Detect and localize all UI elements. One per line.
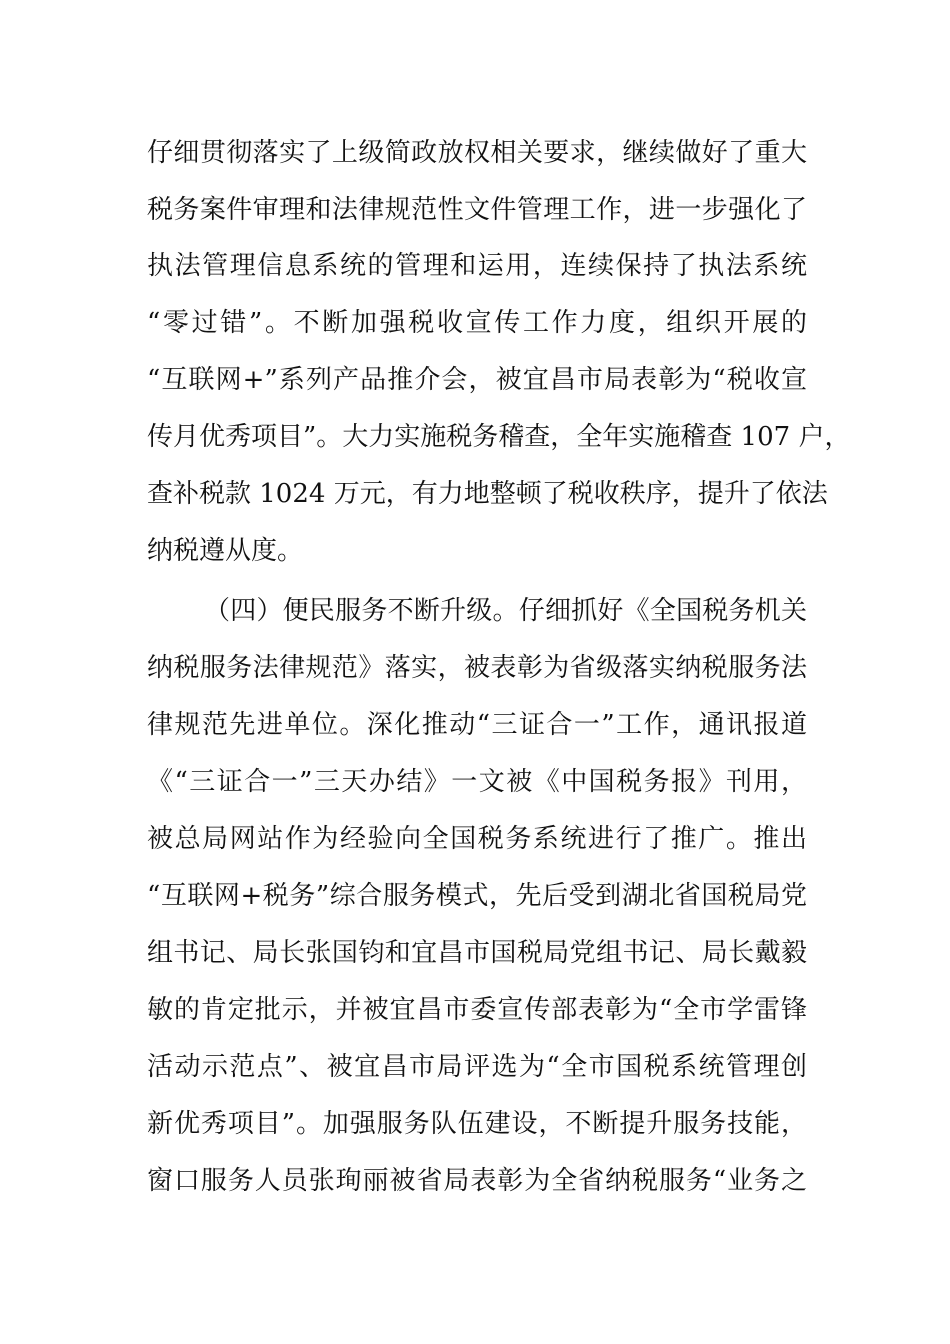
text-line: 律规范先进单位。深化推动“三证合一”工作，通讯报道 [147,710,807,740]
text-line: 纳税服务法律规范》落实，被表彰为省级落实纳税服务法 [147,653,807,683]
text-line: “互联网+”系列产品推介会，被宜昌市局表彰为“税收宣 [147,365,807,395]
text-line: “互联网+税务”综合服务模式，先后受到湖北省国税局党 [147,881,807,911]
paragraph-heading-line: （四）便民服务不断升级。仔细抓好《全国税务机关 [204,596,807,626]
text-line: 窗口服务人员张珣丽被省局表彰为全省纳税服务“业务之 [147,1166,807,1196]
text-line: 税务案件审理和法律规范性文件管理工作，进一步强化了 [147,195,807,225]
text-line: 新优秀项目”。加强服务队伍建设，不断提升服务技能， [147,1109,807,1139]
text-line: 纳税遵从度。 [147,536,304,566]
text-line: 活动示范点”、被宜昌市局评选为“全市国税系统管理创 [147,1052,807,1082]
text-line: 执法管理信息系统的管理和运用，连续保持了执法系统 [147,251,807,281]
text-line: 仔细贯彻落实了上级简政放权相关要求，继续做好了重大 [147,138,807,168]
text-line: 查补税款 1024 万元，有力地整顿了税收秩序，提升了依法 [147,479,828,509]
text-line: 传月优秀项目”。大力实施税务稽查，全年实施稽查 107 户， [147,422,851,452]
text-line: 被总局网站作为经验向全国税务系统进行了推广。推出 [147,824,807,854]
text-line: “零过错”。不断加强税收宣传工作力度，组织开展的 [147,308,807,338]
text-line: 敏的肯定批示，并被宜昌市委宣传部表彰为“全市学雷锋 [147,995,807,1025]
text-line: 《“三证合一”三天办结》一文被《中国税务报》刊用， [147,767,807,797]
text-line: 组书记、局长张国钧和宜昌市国税局党组书记、局长戴毅 [147,938,807,968]
